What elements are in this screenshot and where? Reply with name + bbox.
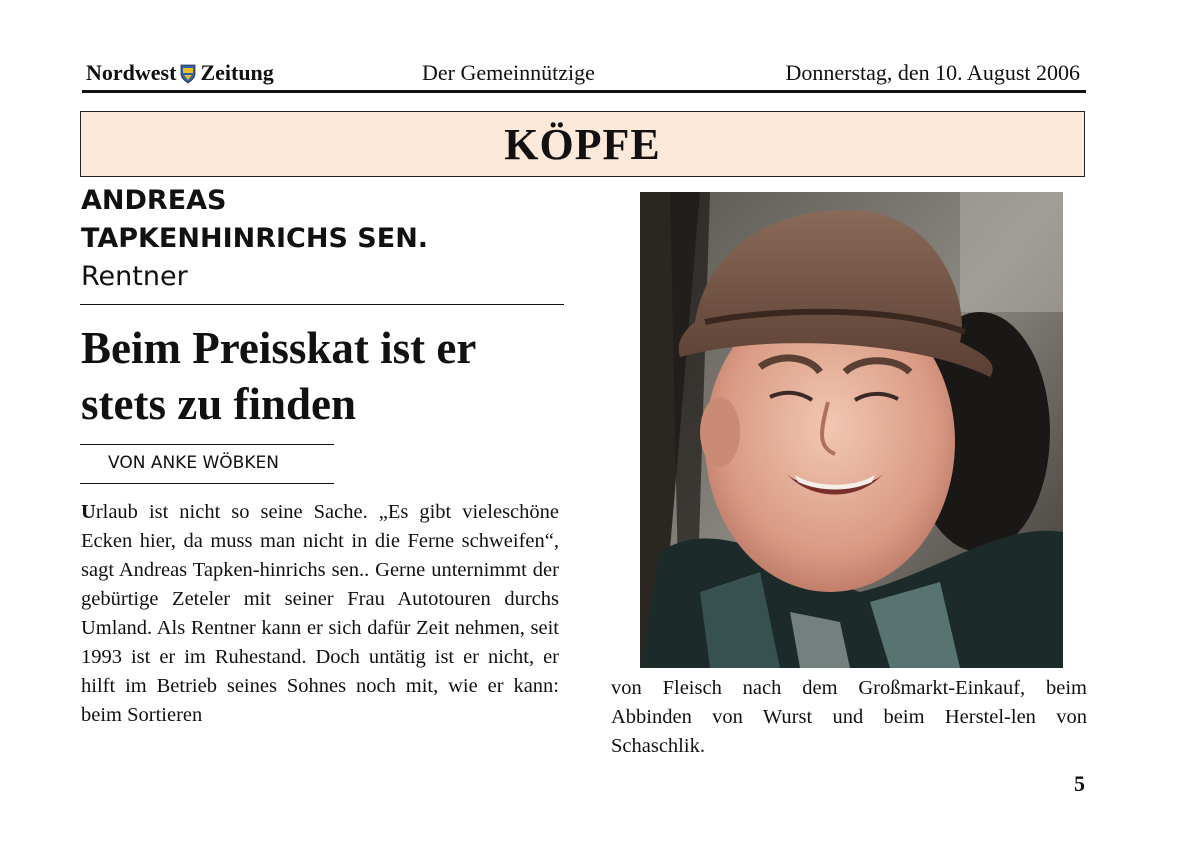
brand-right: Zeitung xyxy=(200,60,274,85)
headline-line1: Beim Preisskat ist er xyxy=(81,323,477,373)
crest-icon xyxy=(180,64,196,84)
rubric-banner: KÖPFE xyxy=(80,111,1085,177)
person-name-line1: ANDREAS xyxy=(81,185,227,216)
section-name: Der Gemeinnützige xyxy=(422,60,595,85)
issue-date: Donnerstag, den 10. August 2006 xyxy=(785,60,1080,85)
byline-rule-top xyxy=(80,444,334,445)
newspaper-logo xyxy=(86,60,274,86)
body-text: rlaub ist nicht so seine Sache. „Es gibt vieleschöne Ecken hier, da muss man nicht in die Ferne schweifen“, sagt Andreas Tapken-hinrichs sen.. Gerne unternimmt der gebürtige Zeteler mit seiner Frau Autotouren durchs Umland. Als Rentner kann er sich dafür Zeit nehmen, seit 1993 ist er im Ruhestand. Doch untätig ist er nicht, er hilft im Betrieb seines Sohnes noch mit, wie er kann: beim Sortieren xyxy=(81,501,559,726)
page-number: 5 xyxy=(1074,771,1085,796)
body-initial: U xyxy=(81,501,96,523)
article-body xyxy=(81,498,559,730)
divider xyxy=(80,304,564,305)
portrait-photo xyxy=(640,192,1063,668)
article-continuation: von Fleisch nach dem Großmarkt-Einkauf, beim Abbinden von Wurst und beim Herstel-len von Schaschlik. xyxy=(611,677,1087,757)
brand-left: Nordwest xyxy=(86,60,177,85)
person-occupation: Rentner xyxy=(81,261,188,292)
article-headline xyxy=(81,320,571,432)
person-name-line2: TAPKENHINRICHS SEN. xyxy=(81,223,429,254)
person-info xyxy=(81,182,428,296)
headline-line2: stets zu finden xyxy=(81,379,357,429)
byline-rule-bottom xyxy=(80,483,334,484)
masthead xyxy=(82,58,1086,93)
byline: VON ANKE WÖBKEN xyxy=(108,453,279,473)
